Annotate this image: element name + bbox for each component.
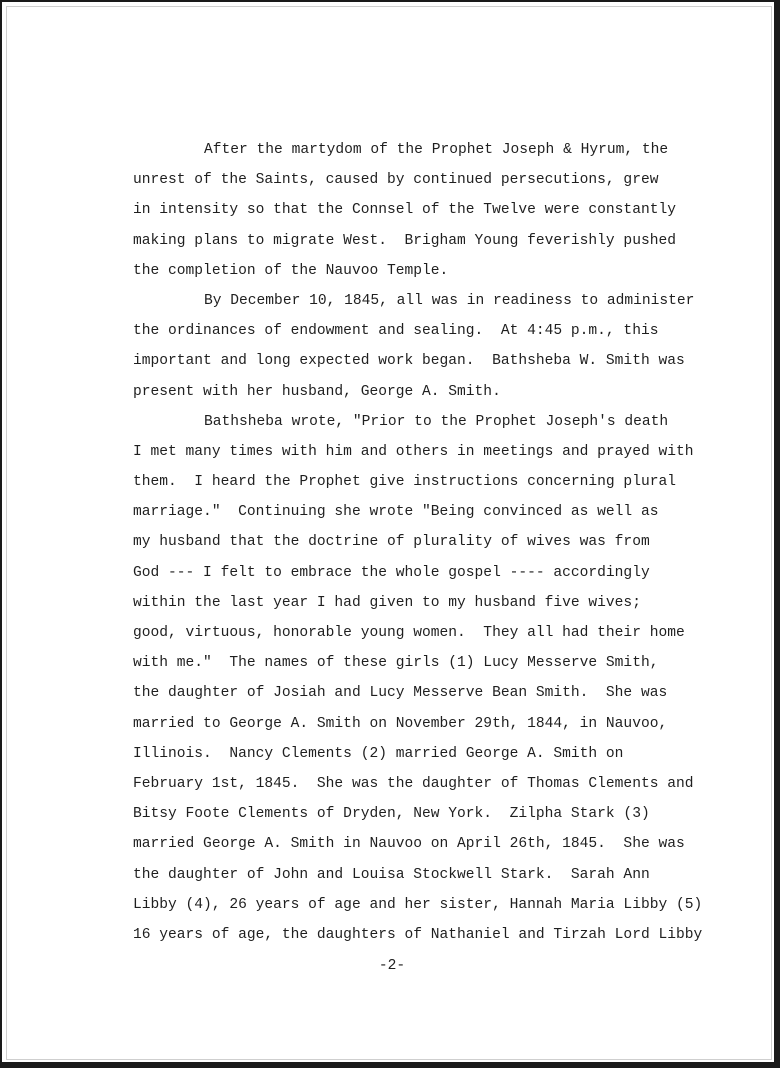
text-line: After the martydom of the Prophet Joseph & Hyrum, the	[204, 142, 669, 158]
text-line: with me." The names of these girls (1) Lucy Messerve Smith,	[133, 655, 659, 672]
text-line: present with her husband, George A. Smith.	[133, 383, 501, 400]
text-line: the ordinances of endowment and sealing. At 4:45 p.m., this	[133, 323, 659, 340]
text-line: married George A. Smith in Nauvoo on April 26th, 1845. She was	[133, 836, 685, 853]
text-line: February 1st, 1845. She was the daughter of Thomas Clements and	[133, 775, 694, 792]
text-line: Libby (4), 26 years of age and her sister, Hannah Maria Libby (5)	[133, 896, 703, 913]
text-line: within the last year I had given to my husband five wives;	[133, 594, 641, 611]
text-line: them. I heard the Prophet give instructions concerning plural	[133, 474, 676, 491]
text-line: married to George A. Smith on November 29th, 1844, in Nauvoo,	[133, 715, 668, 732]
text-line: in intensity so that the Connsel of the Twelve were constantly	[133, 202, 676, 219]
text-line: marriage." Continuing she wrote "Being convinced as well as	[133, 504, 659, 521]
text-line: the daughter of John and Louisa Stockwell Stark. Sarah Ann	[133, 866, 650, 883]
text-line: unrest of the Saints, caused by continued persecutions, grew	[133, 172, 659, 189]
document-body	[133, 135, 733, 950]
text-line: I met many times with him and others in meetings and prayed with	[133, 443, 694, 460]
text-line: making plans to migrate West. Brigham Young feverishly pushed	[133, 232, 676, 249]
text-line: the completion of the Nauvoo Temple.	[133, 262, 449, 279]
text-line: Illinois. Nancy Clements (2) married George A. Smith on	[133, 745, 624, 762]
text-line: the daughter of Josiah and Lucy Messerve Bean Smith. She was	[133, 685, 668, 702]
page-number: -2-	[378, 958, 406, 974]
text-line: my husband that the doctrine of plurality of wives was from	[133, 534, 650, 551]
text-line: God --- I felt to embrace the whole gospel ---- accordingly	[133, 564, 650, 581]
text-line: Bitsy Foote Clements of Dryden, New York. Zilpha Stark (3)	[133, 806, 650, 823]
text-line: 16 years of age, the daughters of Nathaniel and Tirzah Lord Libby	[133, 926, 703, 943]
text-line: important and long expected work began. Bathsheba W. Smith was	[133, 353, 685, 370]
text-line: Bathsheba wrote, "Prior to the Prophet Joseph's death	[204, 413, 669, 430]
text-line: By December 10, 1845, all was in readiness to administer	[204, 292, 695, 309]
text-line: good, virtuous, honorable young women. They all had their home	[133, 625, 685, 641]
